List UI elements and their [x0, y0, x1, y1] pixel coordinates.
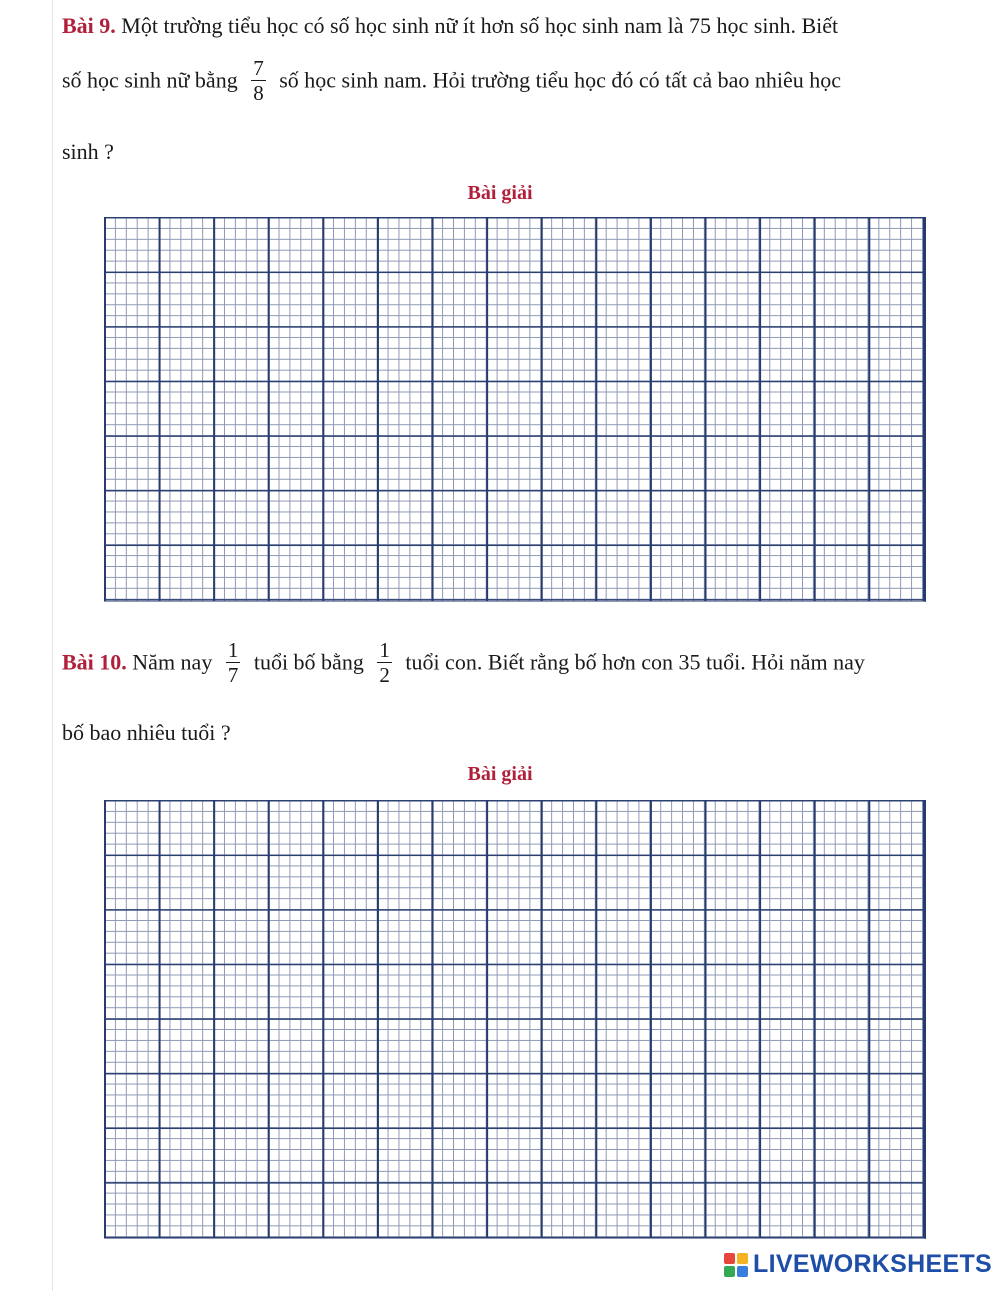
problem-10-line-2 — [62, 717, 231, 749]
answer-grid-9[interactable] — [104, 217, 926, 602]
problem-9-text-2a: số học sinh nữ bằng — [62, 67, 238, 93]
fraction-1-2 — [377, 638, 392, 687]
problem-10-number: Bài 10. — [62, 649, 127, 675]
fraction-numerator: 7 — [253, 56, 264, 80]
logo-square-1 — [724, 1253, 735, 1264]
problem-9-text-2b: số học sinh nam. Hỏi trường tiểu học đó có tất cả bao nhiêu học — [279, 67, 842, 93]
problem-10-line-1 — [62, 640, 865, 689]
fraction-denominator: 2 — [379, 663, 390, 687]
problem-9-text-1: Một trường tiểu học có số học sinh nữ ít hơn số học sinh nam là 75 học sinh. Biết — [121, 13, 839, 38]
logo-square-3 — [724, 1266, 735, 1277]
liveworksheets-logo-icon — [724, 1253, 748, 1277]
liveworksheets-logo-text: LIVEWORKSHEETS — [753, 1250, 992, 1278]
problem-10-text-2: bố bao nhiêu tuổi ? — [62, 720, 231, 745]
fraction-7-8 — [251, 56, 266, 105]
fraction-numerator: 1 — [227, 638, 239, 662]
logo-square-4 — [737, 1266, 748, 1277]
fraction-numerator: 1 — [379, 638, 390, 662]
fraction-1-7 — [226, 638, 241, 687]
problem-10-text-1a: Năm nay — [132, 649, 213, 675]
problem-9-line-3 — [62, 136, 114, 168]
fraction-denominator: 7 — [227, 663, 239, 687]
problem-9-line-1 — [62, 10, 838, 42]
fraction-denominator: 8 — [253, 81, 264, 105]
problem-9-line-2 — [62, 58, 841, 107]
problem-9-number: Bài 9. — [62, 13, 116, 38]
problem-10-text-1b: tuổi bố bằng — [253, 649, 364, 675]
solution-heading-9: Bài giải — [467, 182, 533, 204]
answer-grid-10[interactable] — [104, 800, 926, 1239]
problem-9-text-3: sinh ? — [62, 139, 114, 164]
problem-10-text-1c: tuổi con. Biết rằng bố hơn con 35 tuổi. Hỏi năm nay — [405, 649, 865, 675]
liveworksheets-logo — [724, 1250, 992, 1279]
logo-square-2 — [737, 1253, 748, 1264]
solution-heading-10: Bài giải — [467, 763, 533, 785]
